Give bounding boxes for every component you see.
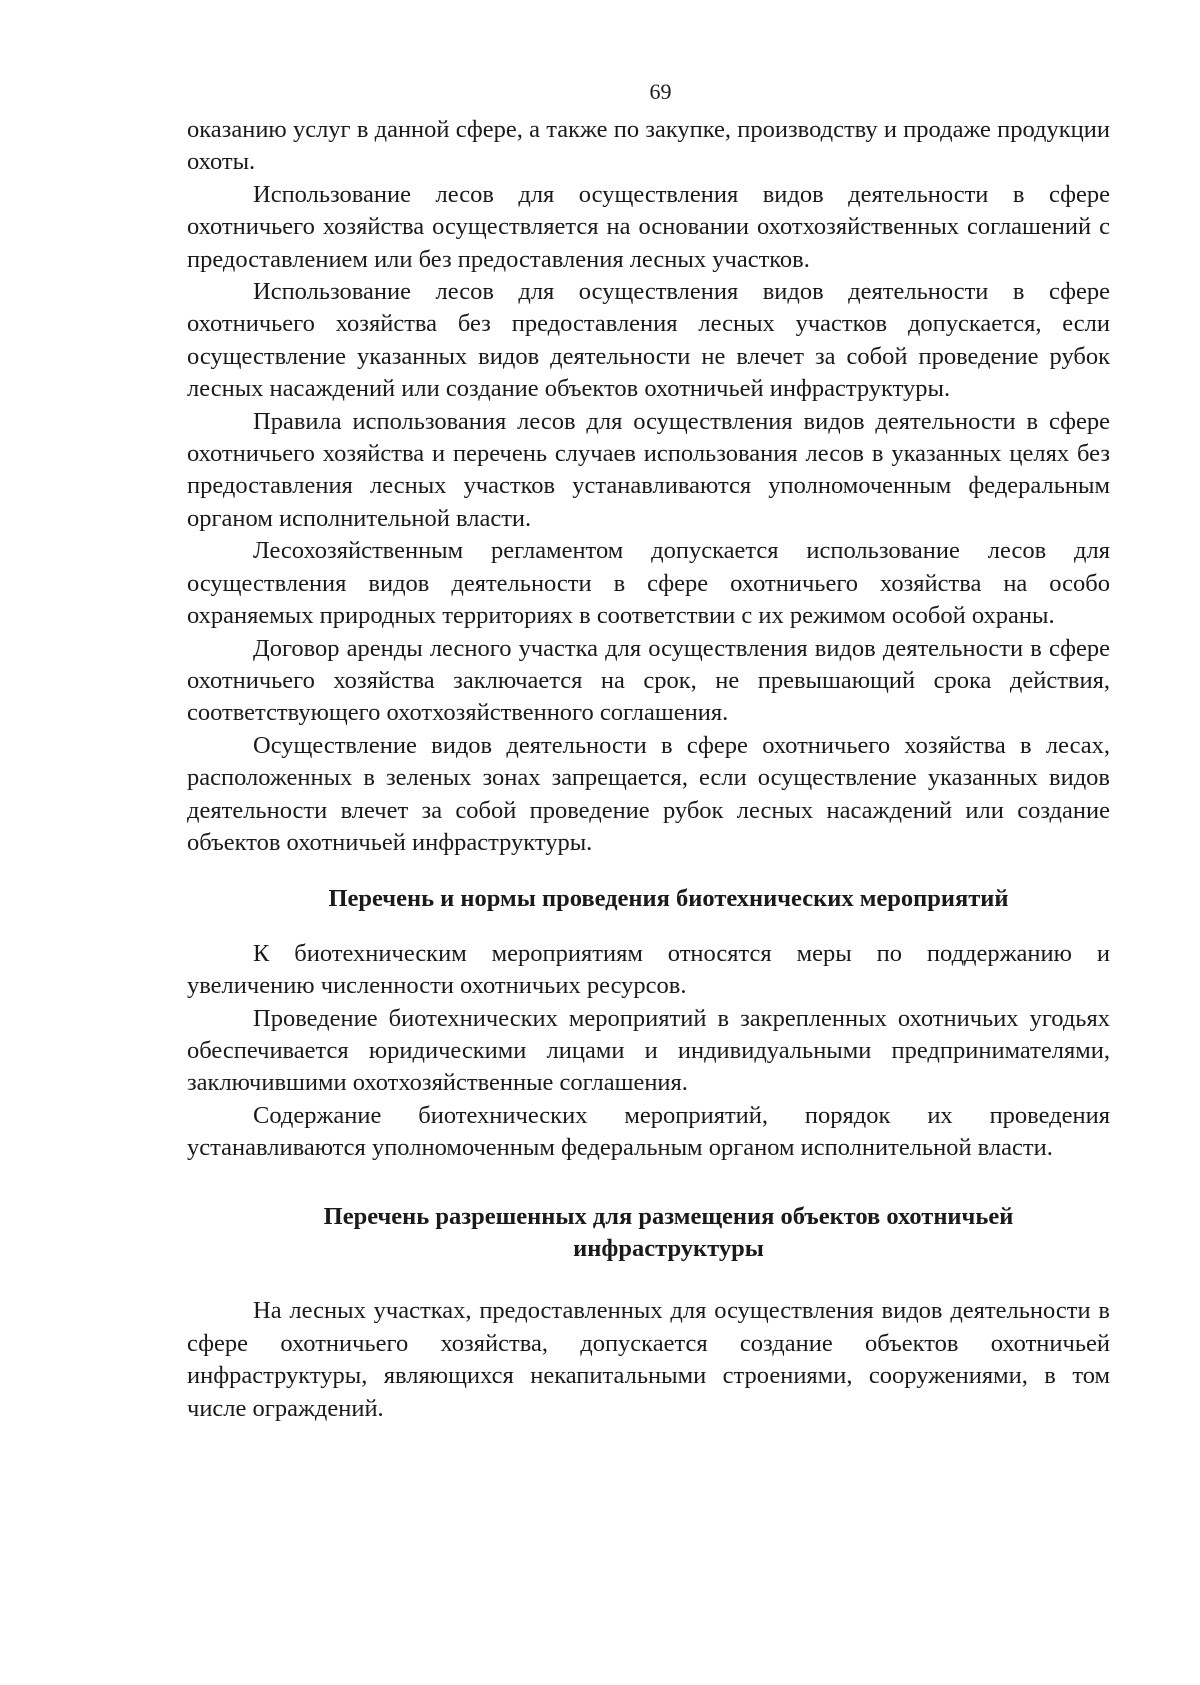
section-infrastructure: [187, 1295, 1110, 1425]
paragraph: Осуществление видов деятельности в сфере охотничьего хозяйства в лесах, расположенных в зеленых зонах запрещается, если осуществление указанных видов деятельности влечет за собой проведение рубок лесных насаждений или создание объектов охотничьей инфраструктуры.: [187, 731, 1110, 856]
page-number: 69: [649, 79, 672, 104]
section-intro: [187, 114, 1110, 859]
paragraph: Использование лесов для осуществления видов деятельности в сфере охотничьего хозяйства осуществляется на основании охотхозяйственных соглашений с предоставлением или без предоставления лесных участков.: [187, 180, 1110, 273]
section-heading-infrastructure: Перечень разрешенных для размещения объектов охотничьей инфраструктуры: [323, 1202, 1014, 1262]
paragraph: Договор аренды лесного участка для осуществления видов деятельности в сфере охотничьего хозяйства заключается на срок, не превышающий срока действия, соответствующего охотхозяйственного соглашения.: [187, 634, 1110, 727]
paragraph: Правила использования лесов для осуществления видов деятельности в сфере охотничьего хозяйства и перечень случаев использования лесов в указанных целях без предоставления лесных участков устанавливаются уполномоченным федеральным органом исполнительной власти.: [187, 407, 1110, 532]
section-biotechnical: [187, 938, 1110, 1165]
paragraph: К биотехническим мероприятиям относятся меры по поддержанию и увеличению численности охотничьих ресурсов.: [187, 939, 1110, 1000]
paragraph: Использование лесов для осуществления видов деятельности в сфере охотничьего хозяйства без предоставления лесных участков допускается, если осуществление указанных видов деятельности не влечет за собой проведение рубок лесных насаждений или создание объектов охотничьей инфраструктуры.: [187, 278, 1110, 403]
paragraph: Проведение биотехнических мероприятий в закрепленных охотничьих угодьях обеспечивается юридическими лицами и индивидуальными предпринимателями, заключившими охотхозяйственные соглашения.: [187, 1004, 1110, 1097]
paragraph: Содержание биотехнических мероприятий, порядок их проведения устанавливаются уполномоченным федеральным органом исполнительной власти.: [187, 1101, 1110, 1162]
paragraph: На лесных участках, предоставленных для осуществления видов деятельности в сфере охотничьего хозяйства, допускается создание объектов охотничьей инфраструктуры, являющихся некапитальными строениями, сооружениями, в том числе ограждений.: [187, 1297, 1110, 1422]
section-heading-biotechnical: Перечень и нормы проведения биотехнических мероприятий: [328, 885, 1009, 913]
paragraph: Лесохозяйственным регламентом допускается использование лесов для осуществления видов деятельности в сфере охотничьего хозяйства на особо охраняемых природных территориях в соответствии с их режимом особой охраны.: [187, 537, 1110, 630]
paragraph: оказанию услуг в данной сфере, а также по закупке, производству и продаже продукции охоты.: [187, 116, 1110, 176]
